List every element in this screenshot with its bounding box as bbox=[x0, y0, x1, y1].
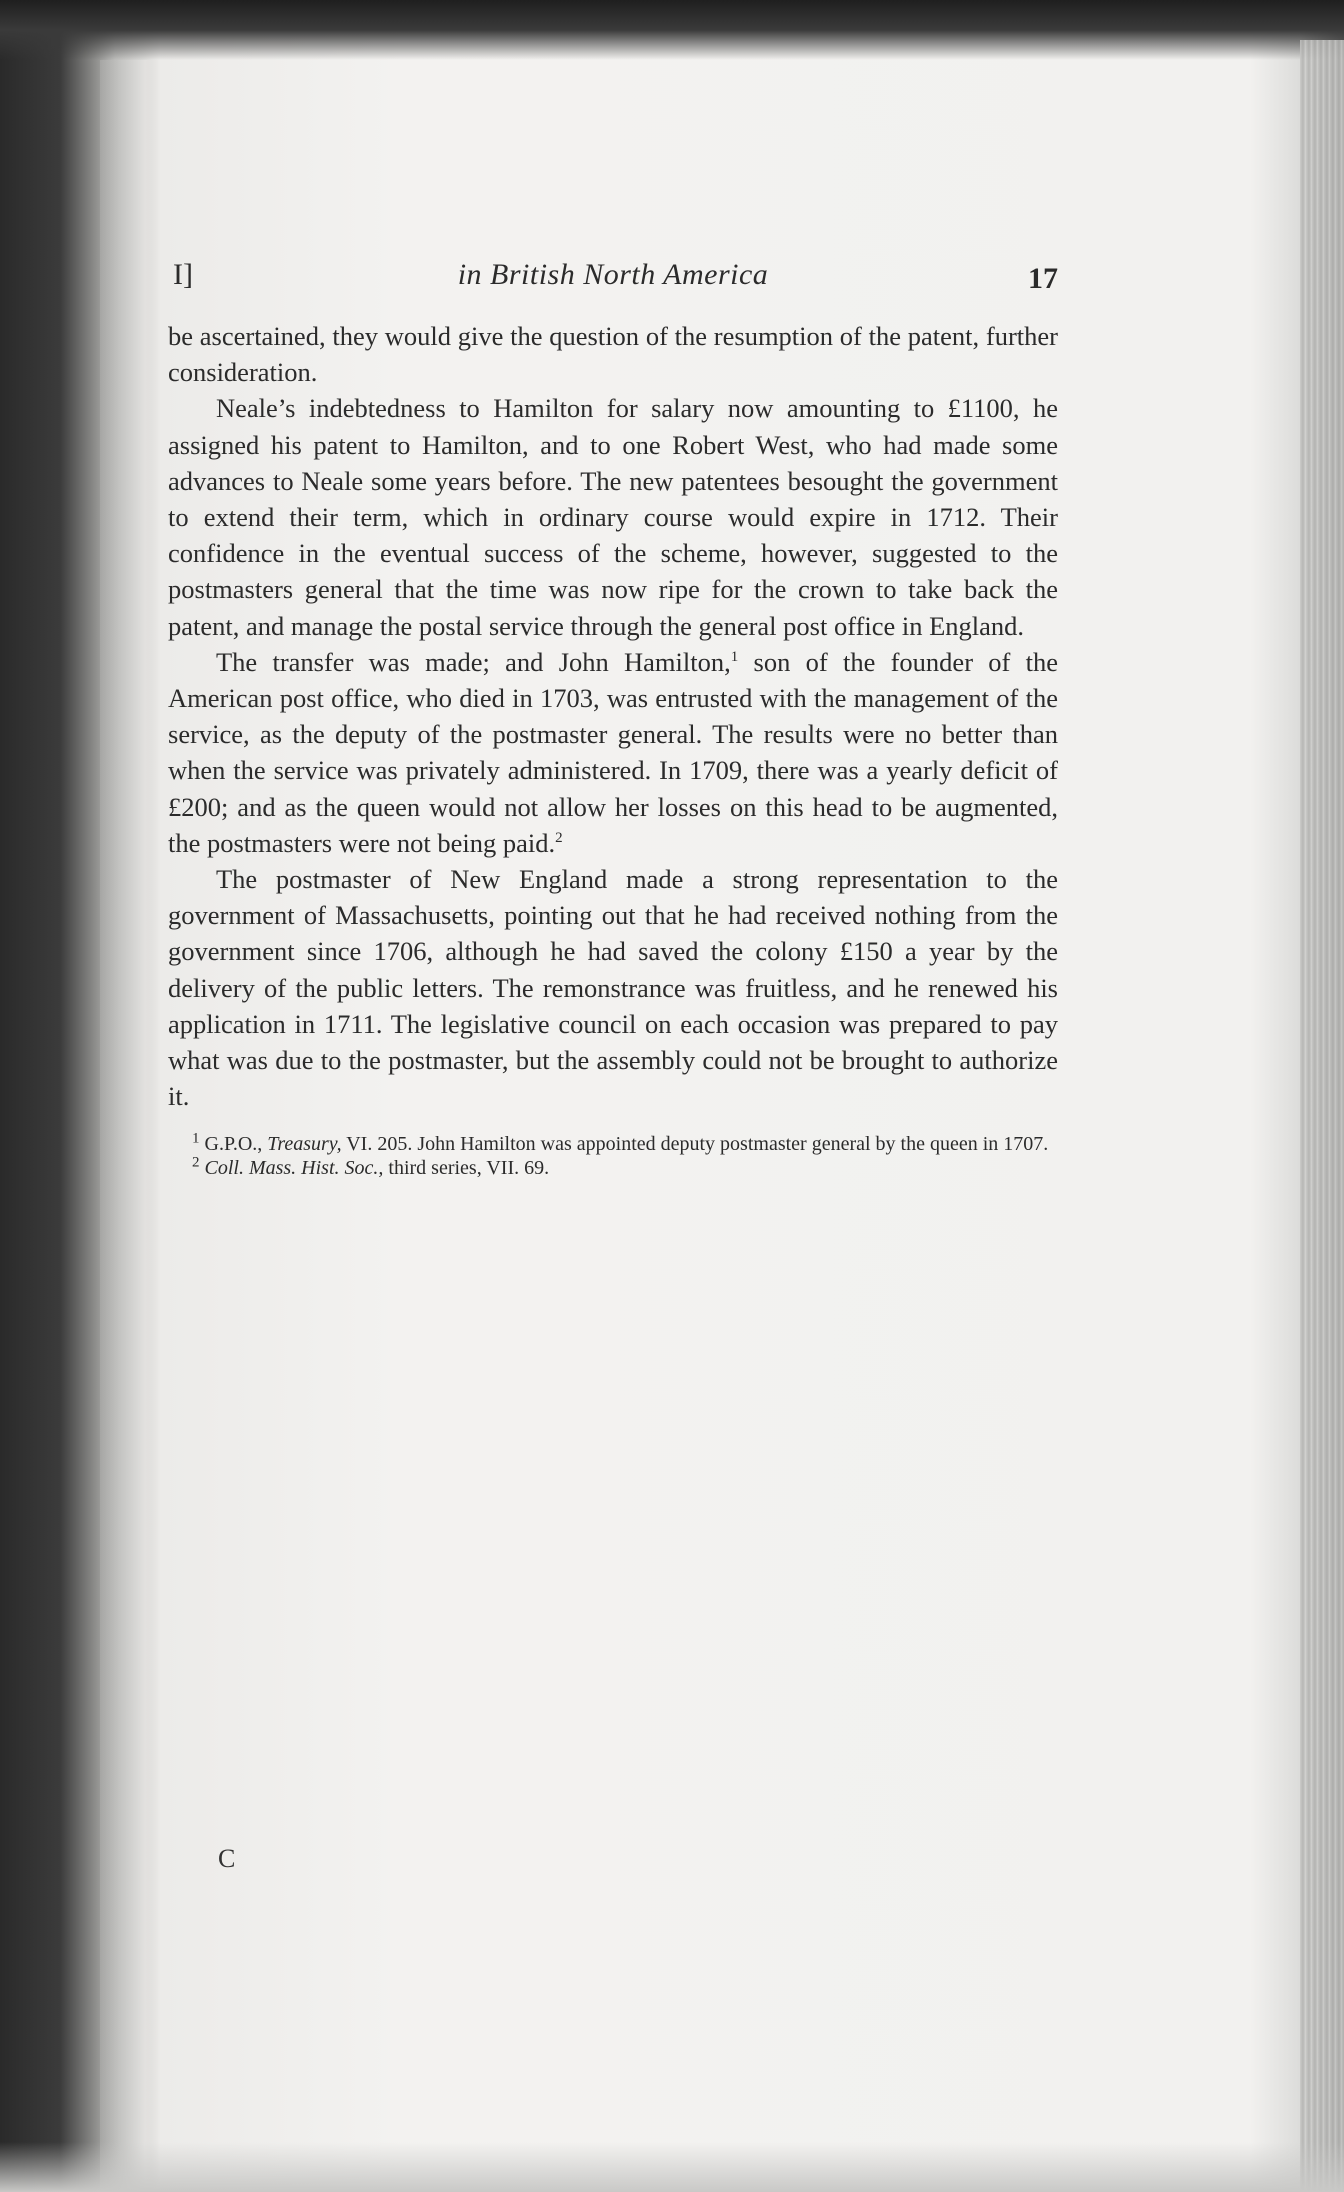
footnotes bbox=[168, 1132, 1058, 1180]
footnote-ref-2[interactable]: 2 bbox=[555, 830, 563, 847]
chapter-number: I] bbox=[173, 258, 193, 291]
running-head bbox=[168, 250, 1058, 306]
footnote-1-text-a: G.P.O., bbox=[199, 1133, 268, 1156]
footnote-1-number: 1 bbox=[192, 1130, 200, 1147]
footnote-2-italic: Coll. Mass. Hist. Soc., bbox=[199, 1157, 384, 1180]
binding-fold bbox=[100, 60, 160, 2192]
footnote-1-italic: Treasury, bbox=[267, 1133, 342, 1156]
page-number: 17 bbox=[1028, 262, 1058, 295]
paragraph-2: Neale’s indebtedness to Hamilton for salary now amounting to £1100, he assigned his patent to Hamilton, and to one Robert West, who had made some advances to Neale some years before. The new patentees besought the government to extend their term, which in ordinary course would expire in 1712. Their confidence in the eventual success of the scheme, however, suggested to the postmasters general that the time was now ripe for the crown to take back the patent, and manage the postal service through the general post office in England. bbox=[168, 393, 1058, 641]
paragraph-3-part-a: The transfer was made; and John Hamilton, bbox=[216, 646, 731, 677]
footnote-1 bbox=[168, 1132, 1058, 1156]
footnote-1-text-b: VI. 205. John Hamilton was appointed deputy postmaster general by the queen in 1707. bbox=[341, 1133, 1049, 1156]
running-title: in British North America bbox=[457, 258, 769, 291]
footnote-2 bbox=[168, 1156, 1058, 1180]
paragraph-4: The postmaster of New England made a strong representation to the government of Massachusetts, pointing out that he had received nothing from the government since 1706, although he had saved the colony £150 a year by the delivery of the public letters. The remonstrance was fruitless, and he renewed his application in 1711. The legislative council on each occasion was prepared to pay what was due to the postmaster, but the assembly could not be brought to authorize it. bbox=[168, 864, 1058, 1112]
page-content bbox=[168, 250, 1058, 1180]
paragraph-1: be ascertained, they would give the question of the resumption of the patent, further consideration. bbox=[168, 321, 1058, 388]
paragraph-3-part-b: son of the founder of the American post office, who died in 1703, was entrusted with the management of the service, as the deputy of the postmaster general. The results were no better than when the service was privately administered. In 1709, there was a yearly deficit of £200; and as the queen would not allow her losses on this head to be augmented, the postmasters were not being paid. bbox=[168, 646, 1059, 858]
page-edges bbox=[1300, 40, 1344, 2192]
paragraph-3 bbox=[168, 644, 1058, 861]
body-text bbox=[168, 318, 1058, 1114]
signature-mark: C bbox=[218, 1844, 236, 1873]
footnote-ref-1[interactable]: 1 bbox=[730, 649, 739, 665]
top-shadow bbox=[0, 0, 1344, 60]
footnote-2-text: third series, VII. 69. bbox=[383, 1157, 550, 1180]
footnote-2-number: 2 bbox=[192, 1154, 200, 1171]
bottom-shadow bbox=[0, 2142, 1344, 2192]
